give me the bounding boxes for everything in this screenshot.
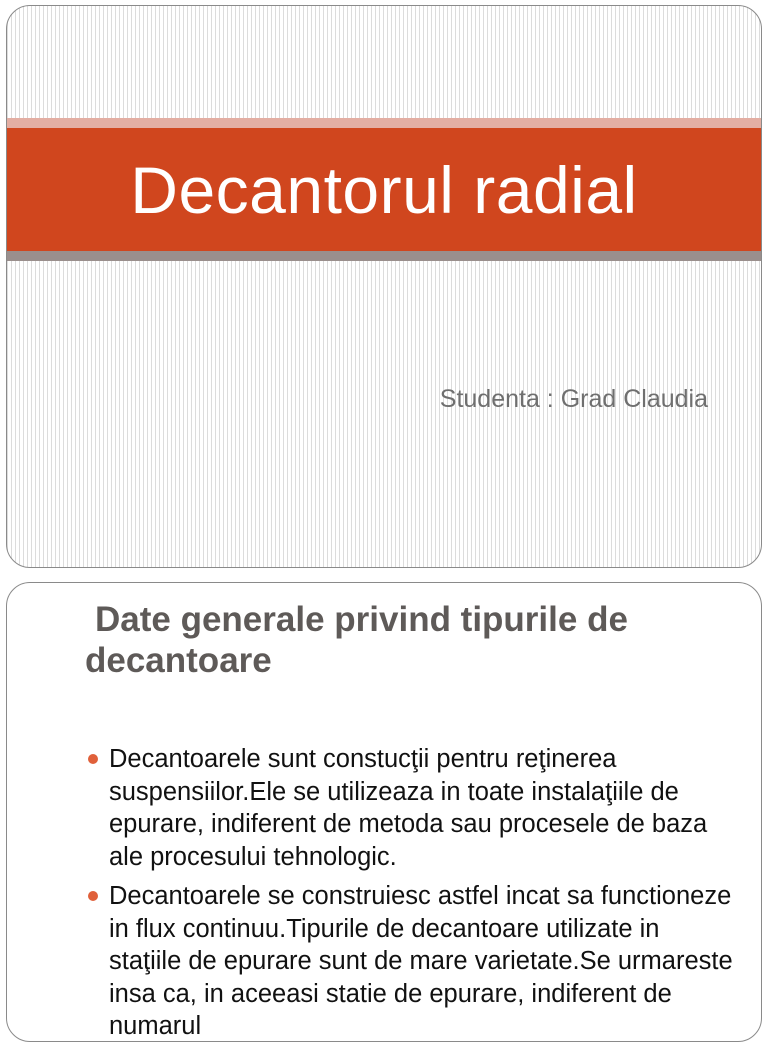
slide-subtitle: Studenta : Grad Claudia (439, 385, 708, 413)
bullet-text: Decantoarele sunt constucţii pentru reţinerea suspensiilor.Ele se utilizeaza in toate instalaţiile de epurare, indiferent de metoda sau procesele de baza ale procesului tehnologic. (109, 745, 708, 871)
title-band-bottom-stripe (7, 251, 761, 261)
bullet-text: Decantoarele se construiesc astfel incat sa functioneze in flux continuu.Tipurile de decantoare utilizate in staţiile de epurare sunt de mare varietate.Se urmareste insa ca, in aceeasi statie de epurare, indiferent de numarul (109, 882, 733, 1040)
title-band (7, 128, 761, 251)
list-item (85, 743, 735, 873)
bullet-icon (88, 754, 98, 764)
bullet-icon (88, 891, 98, 901)
title-band-top-stripe (7, 118, 761, 128)
slide-title: Decantorul radial (130, 152, 638, 227)
content-heading: Date generale privind tipurile de decantoare (85, 600, 628, 680)
title-slide (6, 5, 762, 568)
bullet-list (85, 743, 735, 1042)
list-item (85, 880, 735, 1042)
content-slide (6, 582, 762, 1042)
